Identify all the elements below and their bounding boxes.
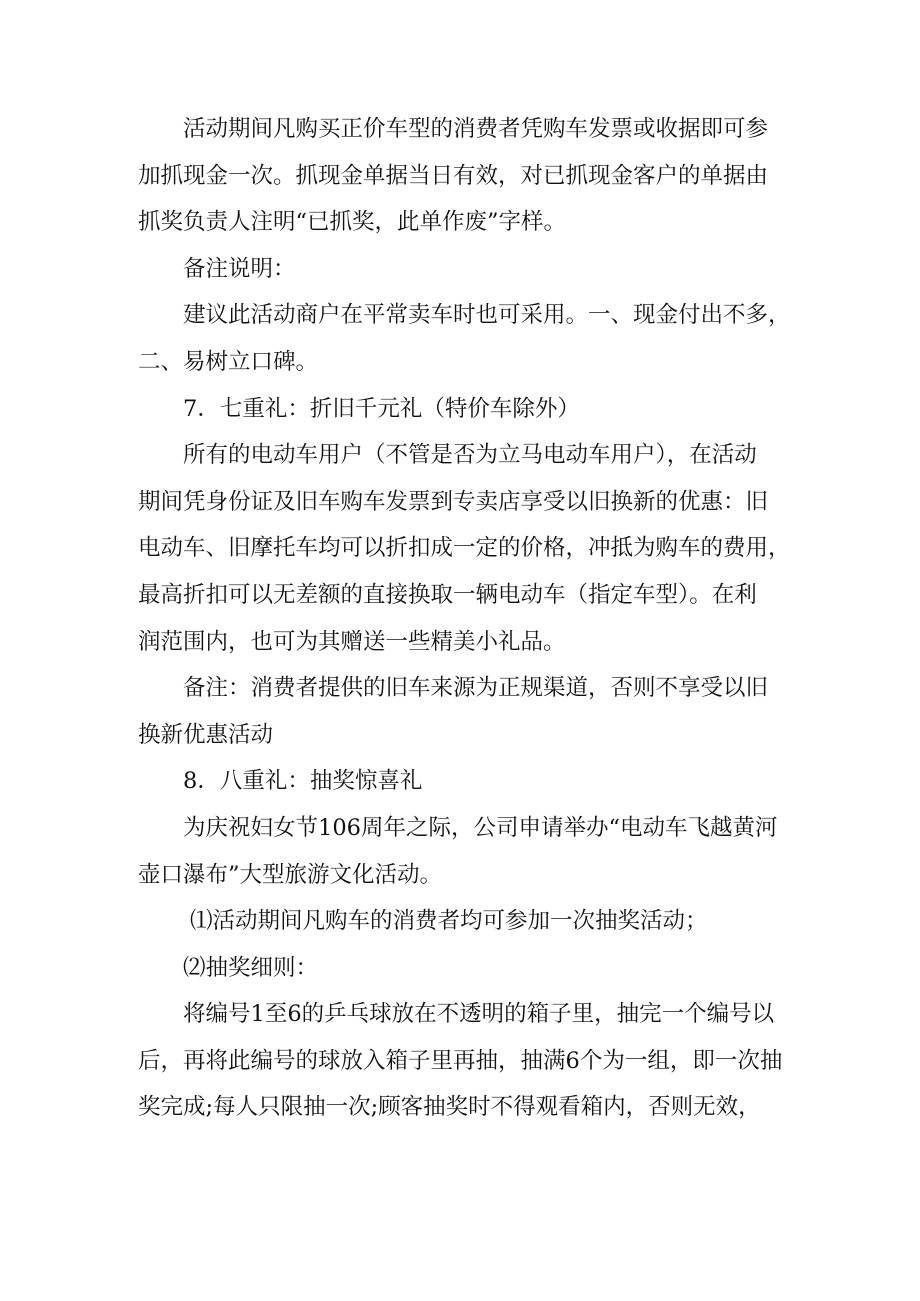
text-line-3: 抓奖负责人注明“已抓奖，此单作废”字样。 <box>138 209 567 236</box>
text-line-4: 备注说明： <box>183 255 296 282</box>
text-line-14: 换新优惠活动 <box>138 721 274 748</box>
text-line-22: 奖完成;每人只限抽一次;顾客抽奖时不得观看箱内，否则无效， <box>138 1094 761 1121</box>
text-line-7: 7．七重礼：折旧千元礼（特价车除外） <box>183 395 580 422</box>
text-line-2: 加抓现金一次。抓现金单据当日有效，对已抓现金客户的单据由 <box>138 162 769 189</box>
document-body <box>138 106 790 1131</box>
text-line-15: 8．八重礼：抽奖惊喜礼 <box>183 768 423 795</box>
text-line-11: 最高折扣可以无差额的直接换取一辆电动车（指定车型）。在利 <box>138 581 757 608</box>
text-line-19: ⑵抽奖细则： <box>183 954 319 981</box>
text-line-8: 所有的电动车用户（不管是否为立马电动车用户），在活动 <box>183 442 757 469</box>
text-line-16: 为庆祝妇女节106周年之际，公司申请举办“电动车飞越黄河 <box>183 814 778 841</box>
text-line-13: 备注：消费者提供的旧车来源为正规渠道，否则不享受以旧 <box>183 675 769 702</box>
text-line-10: 电动车、旧摩托车均可以折扣成一定的价格，冲抵为购车的费用， <box>138 535 791 562</box>
text-line-5: 建议此活动商户在平常卖车时也可采用。一、现金付出不多， <box>183 302 791 329</box>
text-line-17: 壶口瀑布”大型旅游文化活动。 <box>138 861 443 888</box>
text-line-21: 后，再将此编号的球放入箱子里再抽，抽满6个为一组，即一次抽 <box>138 1047 783 1074</box>
text-line-1: 活动期间凡购买正价车型的消费者凭购车发票或收据即可参 <box>183 116 769 142</box>
text-line-6: 二、易树立口碑。 <box>138 348 319 375</box>
text-line-12: 润范围内，也可为其赠送一些精美小礼品。 <box>138 628 566 655</box>
text-line-20: 将编号1至6的乒乓球放在不透明的箱子里，抽完一个编号以 <box>183 1001 775 1028</box>
text-line-9: 期间凭身份证及旧车购车发票到专卖店享受以旧换新的优惠：旧 <box>138 488 769 515</box>
text-line-18: ⑴活动期间凡购车的消费者均可参加一次抽奖活动； <box>190 908 708 935</box>
